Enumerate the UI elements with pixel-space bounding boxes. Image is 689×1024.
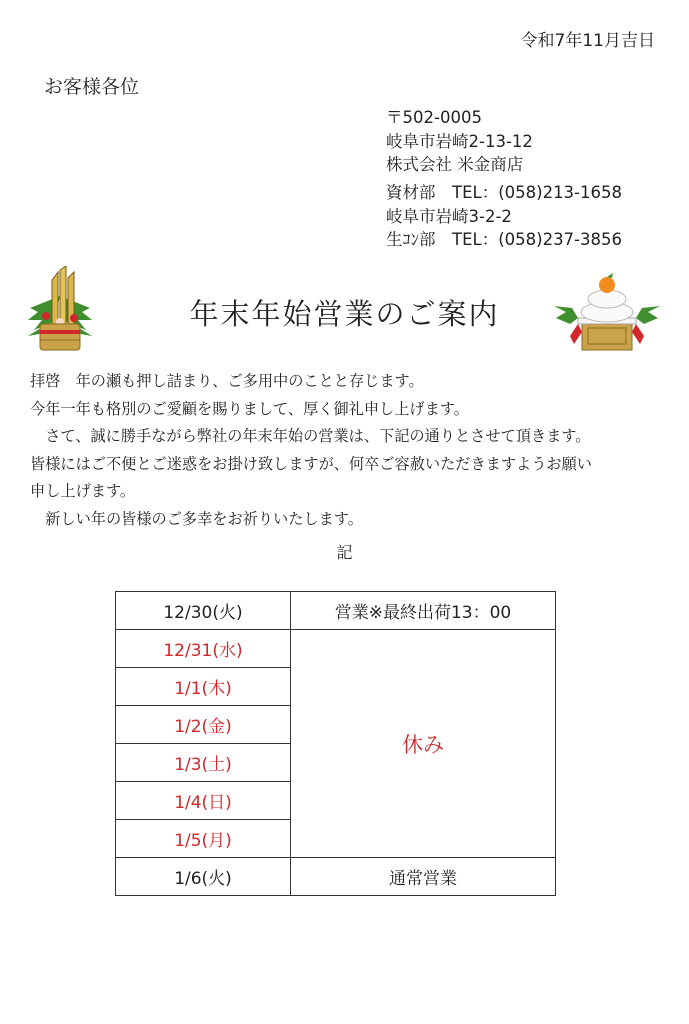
ki-heading: 記 [336, 543, 353, 562]
schedule-date-holiday: 1/3(土) [116, 744, 291, 782]
document-date: 令和7年11月吉日 [520, 31, 655, 51]
table-row [116, 592, 556, 630]
company-name: 株式会社 米金商店 [386, 155, 524, 174]
body-line: 今年一年も格別のご愛顧を賜りまして、厚く御礼申し上げます。 [30, 399, 469, 418]
schedule-date-holiday: 1/2(金) [116, 706, 291, 744]
sender-address: 岐阜市岩崎2-13-12 [386, 131, 533, 151]
schedule-date-holiday: 12/31(水) [116, 630, 291, 668]
body-line: 新しい年の皆様のご多幸をお祈りいたします。 [30, 509, 363, 528]
letter-body [30, 368, 670, 534]
body-line: 申し上げます。 [30, 482, 136, 501]
body-line: さて、誠に勝手ながら弊社の年末年始の営業は、下記の通りとさせて頂きます。 [30, 427, 591, 446]
page-title: 年末年始営業のご案内 [189, 297, 500, 331]
schedule-date: 12/30(火) [116, 592, 291, 630]
table-row [116, 630, 556, 668]
kagami-mochi-icon [552, 272, 662, 356]
schedule-date-holiday: 1/5(月) [116, 820, 291, 858]
schedule-table [115, 591, 556, 896]
schedule-date: 1/6(火) [116, 858, 291, 896]
postal-code: 〒502-0005 [386, 108, 482, 127]
dept-concrete: 生ｺﾝ部 TEL：(058)237-3856 [386, 230, 623, 249]
dept-materials: 資材部 TEL：(058)213-1658 [386, 183, 623, 202]
schedule-date-holiday: 1/4(日) [116, 782, 291, 820]
schedule-status: 通常営業 [291, 858, 556, 896]
table-row [116, 858, 556, 896]
dept-address: 岐阜市岩崎3-2-2 [386, 206, 512, 226]
closed-status: 休み [291, 630, 556, 858]
department-block [386, 181, 622, 252]
schedule-status: 営業※最終出荷13：00 [291, 592, 556, 630]
body-line: 皆様にはご不便とご迷惑をお掛け致しますが、何卒ご容赦いただきますようお願い [30, 454, 592, 473]
sender-block [386, 106, 533, 177]
schedule-date-holiday: 1/1(木) [116, 668, 291, 706]
body-line: 拝啓 年の瀬も押し詰まり、ご多用中のことと存じます。 [30, 372, 424, 390]
recipient: お客様各位 [44, 76, 140, 98]
